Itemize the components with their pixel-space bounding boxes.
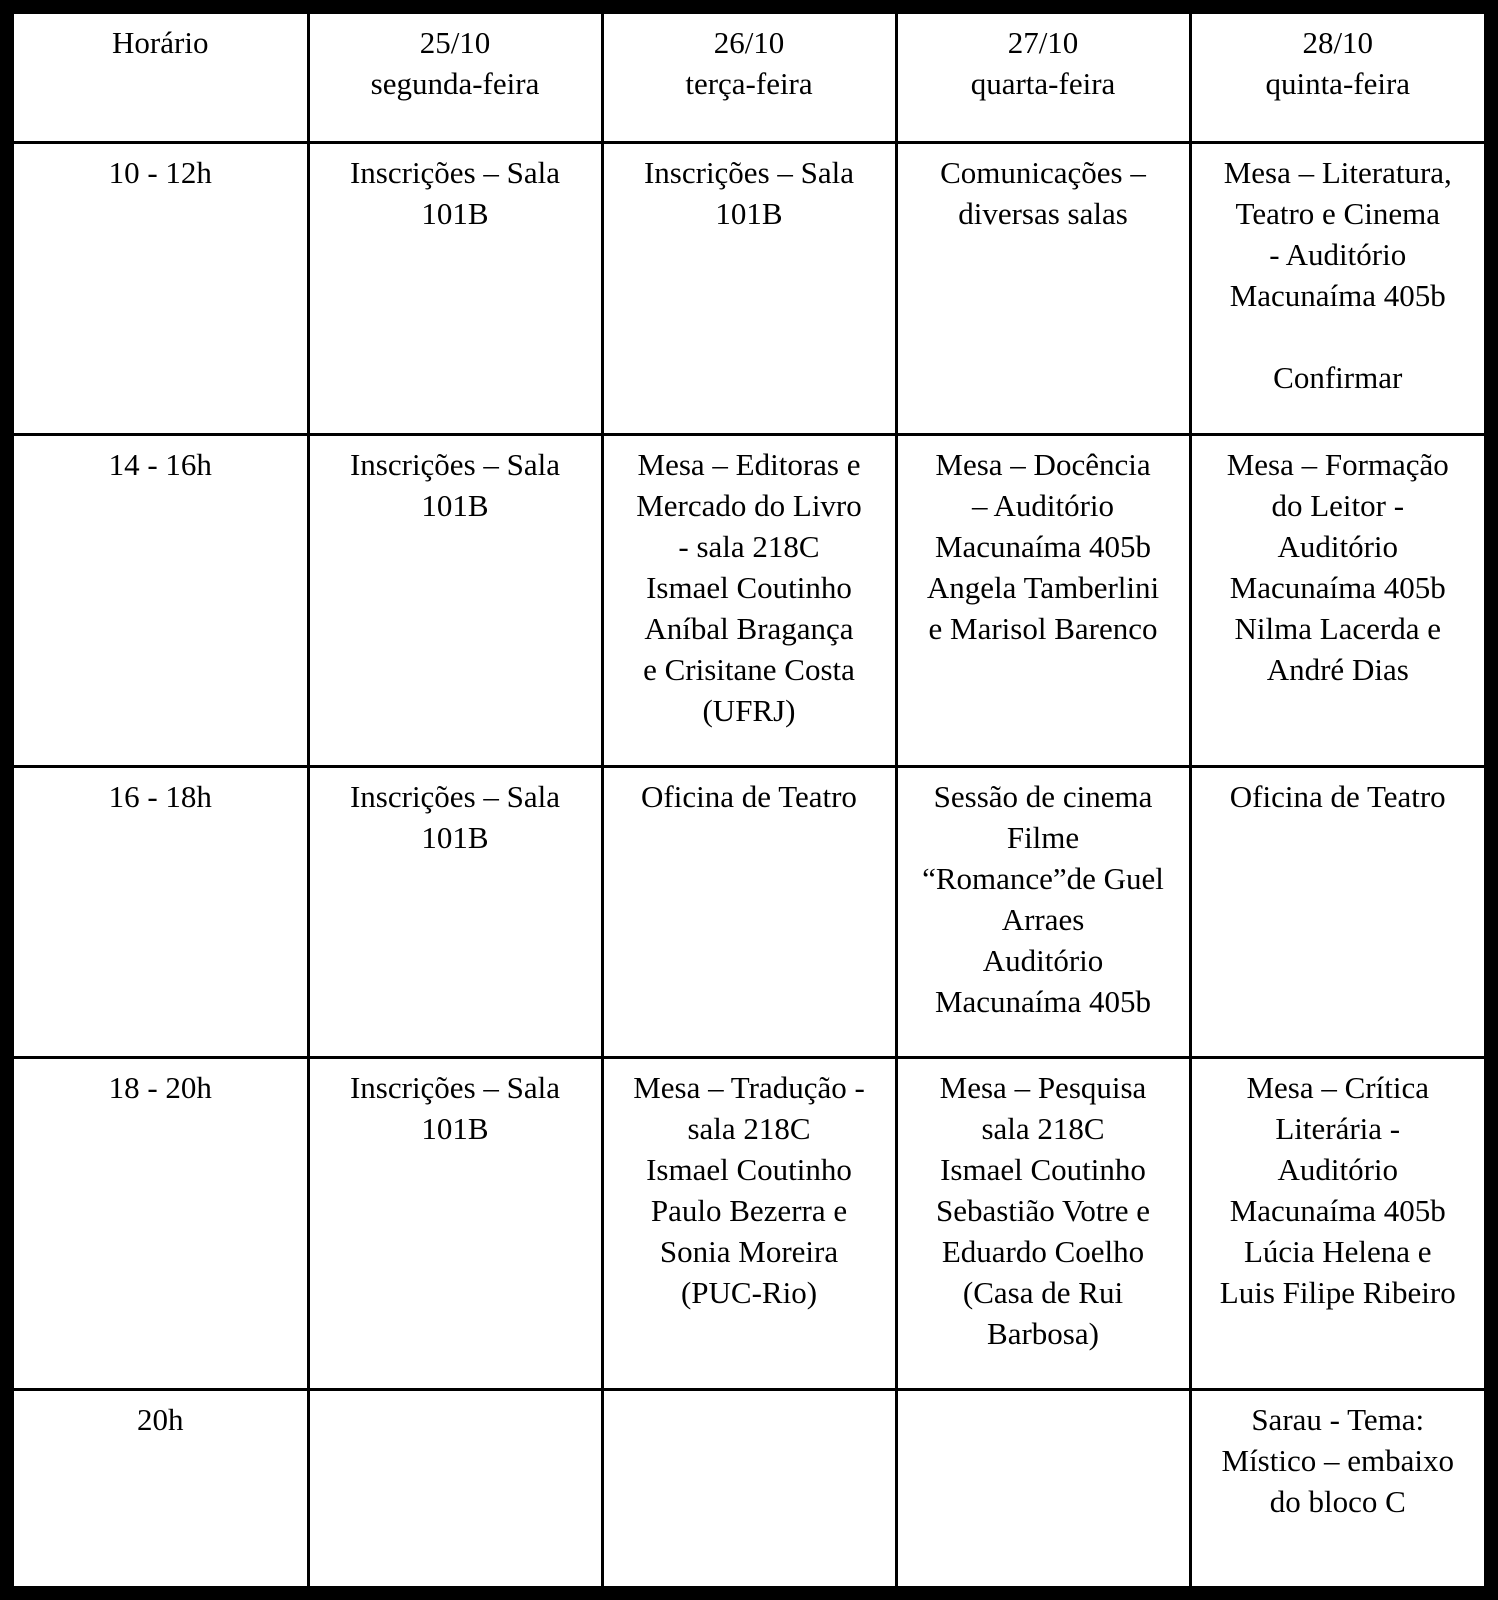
time-cell: 18 - 20h [14, 1057, 308, 1389]
event-cell: Sarau - Tema: Místico – embaixo do bloco C [1190, 1389, 1484, 1586]
time-cell: 10 - 12h [14, 142, 308, 434]
table-row [14, 766, 1484, 1057]
header-time: Horário [14, 14, 308, 142]
event-cell: Mesa – Docência – Auditório Macunaíma 405b Angela Tamberlini e Marisol Barenco [896, 434, 1190, 766]
event-cell: Inscrições – Sala 101B [308, 1057, 602, 1389]
schedule-table [14, 14, 1484, 1586]
header-day-4 [1190, 14, 1484, 142]
event-cell [602, 1389, 896, 1586]
day-date: 25/10 [419, 25, 491, 60]
day-weekday: quarta-feira [970, 66, 1116, 101]
event-cell: Comunicações – diversas salas [896, 142, 1190, 434]
day-weekday: terça-feira [685, 66, 813, 101]
day-date: 28/10 [1302, 25, 1374, 60]
event-cell: Inscrições – Sala 101B [308, 142, 602, 434]
time-cell: 16 - 18h [14, 766, 308, 1057]
header-day-2 [602, 14, 896, 142]
time-cell: 14 - 16h [14, 434, 308, 766]
table-row [14, 1389, 1484, 1586]
header-row [14, 14, 1484, 142]
header-day-1 [308, 14, 602, 142]
table-row [14, 434, 1484, 766]
day-date: 26/10 [713, 25, 785, 60]
event-cell: Mesa – Literatura, Teatro e Cinema - Auditório Macunaíma 405b Confirmar [1190, 142, 1484, 434]
event-cell: Oficina de Teatro [602, 766, 896, 1057]
day-weekday: quinta-feira [1265, 66, 1411, 101]
table-row [14, 1057, 1484, 1389]
event-cell: Inscrições – Sala 101B [308, 766, 602, 1057]
event-cell: Mesa – Formação do Leitor - Auditório Macunaíma 405b Nilma Lacerda e André Dias [1190, 434, 1484, 766]
event-cell: Mesa – Tradução - sala 218C Ismael Coutinho Paulo Bezerra e Sonia Moreira (PUC-Rio) [602, 1057, 896, 1389]
time-cell: 20h [14, 1389, 308, 1586]
day-weekday: segunda-feira [370, 66, 540, 101]
header-day-3 [896, 14, 1190, 142]
event-cell: Oficina de Teatro [1190, 766, 1484, 1057]
event-cell: Inscrições – Sala 101B [602, 142, 896, 434]
event-cell: Sessão de cinema Filme “Romance”de Guel Arraes Auditório Macunaíma 405b [896, 766, 1190, 1057]
event-cell: Mesa – Crítica Literária - Auditório Macunaíma 405b Lúcia Helena e Luis Filipe Ribeiro [1190, 1057, 1484, 1389]
event-cell [896, 1389, 1190, 1586]
day-date: 27/10 [1007, 25, 1079, 60]
event-cell: Mesa – Editoras e Mercado do Livro - sala 218C Ismael Coutinho Aníbal Bragança e Crisitane Costa (UFRJ) [602, 434, 896, 766]
event-cell [308, 1389, 602, 1586]
event-cell: Inscrições – Sala 101B [308, 434, 602, 766]
event-cell: Mesa – Pesquisa sala 218C Ismael Coutinho Sebastião Votre e Eduardo Coelho (Casa de Rui Barbosa) [896, 1057, 1190, 1389]
table-row [14, 142, 1484, 434]
